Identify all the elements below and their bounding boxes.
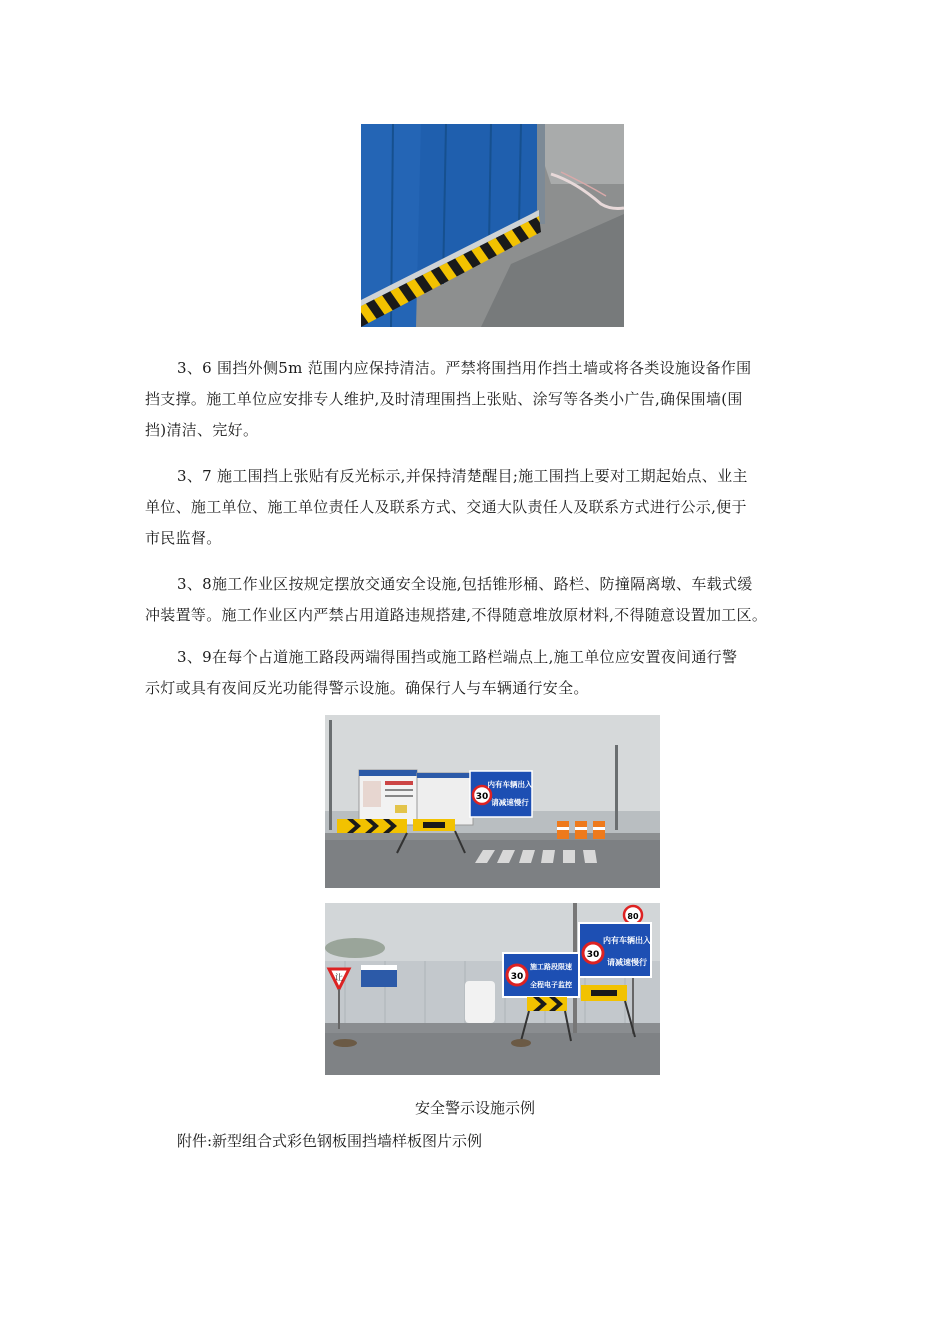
speed-limit-80-text: 80 <box>627 912 639 921</box>
hoarding-photo <box>361 124 624 327</box>
speed-limit-text: 30 <box>586 950 600 960</box>
figure-caption: 安全警示设施示例 <box>414 1099 535 1117</box>
sign-text-line2: 请减速慢行 <box>491 798 529 807</box>
paragraph-line: 单位、施工单位、施工单位责任人及联系方式、交通大队责任人及联系方式进行公示,便于 <box>145 498 747 516</box>
paragraph-3-8 <box>145 569 805 631</box>
road-signs-photo-2 <box>325 903 660 1075</box>
paragraph-line: 挡)清洁、完好。 <box>145 421 259 439</box>
speed-limit-text: 30 <box>510 972 524 982</box>
sign-text-line2: 请减速慢行 <box>607 958 647 967</box>
paragraph-line: 3、8施工作业区按规定摆放交通安全设施,包括锥形桶、路栏、防撞隔离墩、车载式缓 <box>177 575 753 593</box>
sign-text-line1: 内有车辆出入 <box>603 936 651 945</box>
sign2-text-line1: 施工路段限速 <box>530 963 572 971</box>
sign2-text-line2: 全程电子监控 <box>530 981 572 989</box>
paragraph-line: 3、6 围挡外侧5m 范围内应保持清洁。严禁将围挡用作挡土墙或将各类设施设备作围 <box>177 359 752 377</box>
sign-text-line1: 内有车辆出入 <box>487 780 533 789</box>
attachment-note: 附件:新型组合式彩色钢板围挡墙样板图片示例 <box>177 1132 483 1150</box>
paragraph-line: 挡支撑。施工单位应安排专人维护,及时清理围挡上张贴、涂写等各类小广告,确保围墙(围 <box>145 390 743 408</box>
paragraph-3-6 <box>145 353 805 446</box>
yield-sign-text: 让 <box>335 973 343 982</box>
paragraph-3-9 <box>145 642 805 704</box>
paragraph-line: 示灯或具有夜间反光功能得警示设施。确保行人与车辆通行安全。 <box>145 679 589 697</box>
paragraph-line: 3、7 施工围挡上张贴有反光标示,并保持清楚醒目;施工围挡上要对工期起始点、业主 <box>177 467 748 485</box>
paragraph-line: 3、9在每个占道施工路段两端得围挡或施工路栏端点上,施工单位应安置夜间通行警 <box>177 648 738 666</box>
paragraph-3-7 <box>145 461 805 554</box>
paragraph-line: 市民监督。 <box>145 529 222 547</box>
road-signs-photo-1 <box>325 715 660 888</box>
speed-limit-text: 30 <box>475 792 489 802</box>
paragraph-line: 冲装置等。施工作业区内严禁占用道路违规搭建,不得随意堆放原材料,不得随意设置加工区。 <box>145 606 768 624</box>
